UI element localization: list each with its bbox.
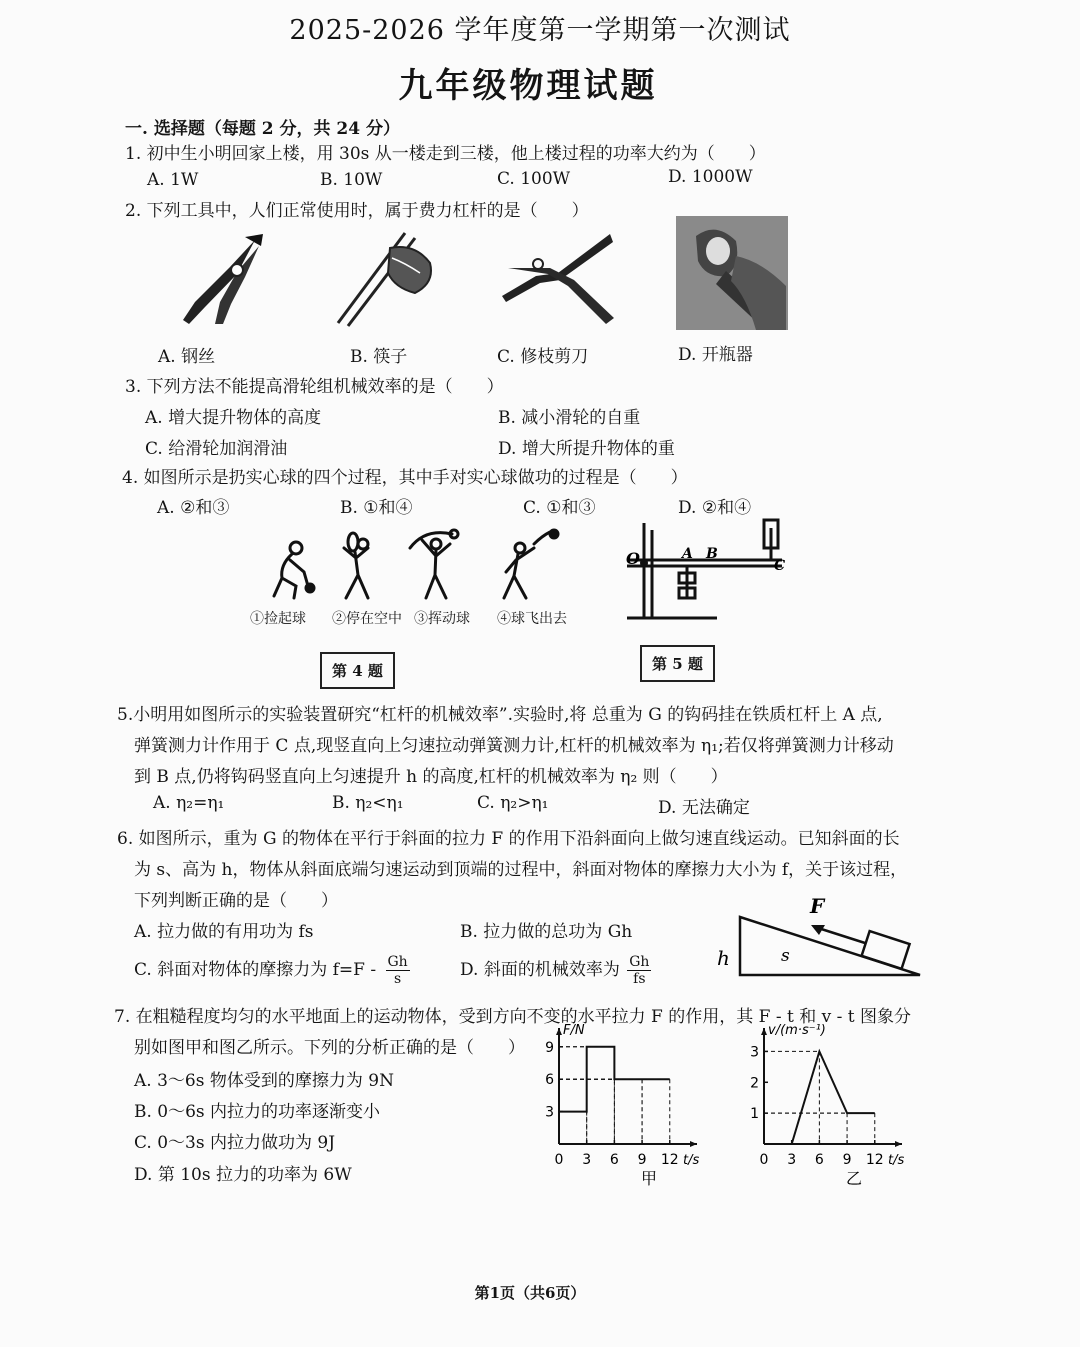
y-tick-label: 3	[545, 1104, 554, 1121]
q2-option-a: A. 钢丝	[158, 347, 216, 367]
q7-option-b: B. 0～6s 内拉力的功率逐渐变小	[134, 1102, 381, 1122]
q5-label-a: A	[682, 546, 693, 562]
y-tick-label: 1	[750, 1106, 759, 1123]
q6-option-c-fraction	[386, 954, 410, 987]
q5-label-c: C	[774, 558, 786, 574]
q6-force-label: F	[810, 894, 825, 918]
x-axis-label: t/s	[888, 1153, 905, 1168]
x-axis-arrow	[690, 1141, 697, 1147]
q5-option-c: C. η₂>η₁	[477, 793, 549, 813]
q6-length-label: s	[781, 946, 790, 966]
q6-d-denominator: fs	[633, 971, 646, 987]
q6-c-denominator: s	[394, 971, 402, 987]
q2-option-b: B. 筷子	[350, 347, 408, 367]
chopsticks-figure	[330, 228, 440, 328]
q4-stem: 4. 如图所示是扔实心球的四个过程，其中手对实心球做功的过程是（ ）	[122, 468, 688, 488]
q3-option-d: D. 增大所提升物体的重	[498, 439, 675, 459]
chart-title: 甲	[640, 1169, 658, 1188]
y-axis-arrow	[761, 1028, 767, 1035]
q3-option-a: A. 增大提升物体的高度	[145, 408, 322, 428]
y-tick-label: 6	[545, 1072, 554, 1089]
q5-fig-caption: 第 5 题	[640, 645, 715, 682]
q1-option-d: D. 1000W	[668, 167, 753, 187]
q5-label-o: O	[626, 549, 640, 568]
q2-option-d: D. 开瓶器	[678, 345, 753, 365]
chart-yi	[740, 1022, 925, 1187]
q6-option-c-prefix: C. 斜面对物体的摩擦力为 f=F -	[134, 960, 377, 980]
x-tick-label: 0	[759, 1152, 769, 1168]
q4-throwing-figure	[260, 530, 580, 605]
pruning-shears-figure	[498, 228, 616, 328]
exam-subtitle: 九年级物理试题	[398, 66, 658, 106]
y-axis-arrow	[556, 1028, 562, 1035]
q5-option-b: B. η₂<η₁	[332, 793, 404, 813]
q1-option-b: B. 10W	[320, 170, 383, 190]
q2-option-c: C. 修枝剪刀	[497, 347, 589, 367]
q3-option-c: C. 给滑轮加润滑油	[145, 439, 288, 459]
q4-fig-label-4: ④球飞出去	[497, 611, 567, 627]
q6-option-d-fraction	[627, 954, 651, 987]
y-axis-label: v/(m·s⁻¹)	[768, 1023, 826, 1038]
x-tick-label: 0	[554, 1152, 564, 1168]
q3-option-b: B. 减小滑轮的自重	[498, 408, 641, 428]
q6-option-c	[134, 954, 410, 987]
exam-title: 2025-2026 学年度第一学期第一次测试	[289, 15, 791, 46]
q5-label-b: B	[706, 546, 718, 562]
y-axis-label: F/N	[563, 1023, 585, 1038]
x-tick-label: 12	[660, 1152, 679, 1168]
x-tick-label: 3	[787, 1152, 797, 1168]
q6-option-a: A. 拉力做的有用功为 fs	[134, 922, 314, 942]
q3-stem: 3. 下列方法不能提高滑轮组机械效率的是（ ）	[125, 377, 504, 397]
q6-d-numerator: Gh	[629, 954, 650, 970]
q4-option-a: A. ②和③	[157, 498, 230, 518]
x-tick-label: 3	[582, 1152, 592, 1168]
x-axis-arrow	[895, 1141, 902, 1147]
q5-lever-figure	[622, 518, 802, 628]
q7-option-a: A. 3～6s 物体受到的摩擦力为 9N	[134, 1071, 394, 1091]
chart-title: 乙	[845, 1169, 863, 1188]
x-tick-label: 9	[637, 1152, 647, 1168]
q5-option-d: D. 无法确定	[658, 798, 750, 818]
q6-height-label: h	[717, 946, 730, 970]
q5-line3: 到 B 点,仍将钩码竖直向上匀速提升 h 的高度,杠杆的机械效率为 η₂ 则（ ）	[134, 767, 728, 787]
q4-fig-label-2: ②停在空中	[332, 611, 402, 627]
q6-line2: 为 s、高为 h，物体从斜面底端匀速运动到顶端的过程中，斜面对物体的摩擦力大小为 f，关于该过程，	[134, 860, 908, 880]
y-tick-label: 2	[750, 1075, 759, 1092]
pliers-figure	[175, 232, 265, 327]
q2-stem: 2. 下列工具中，人们正常使用时，属于费力杠杆的是（ ）	[125, 201, 589, 221]
q6-option-d-prefix: D. 斜面的机械效率为	[460, 960, 620, 980]
x-tick-label: 12	[865, 1152, 884, 1168]
chart-jia	[535, 1022, 720, 1187]
bottle-opener-figure	[676, 216, 788, 330]
q1-stem: 1. 初中生小明回家上楼，用 30s 从一楼走到三楼，他上楼过程的功率大约为（ ）	[125, 144, 766, 164]
q6-line3: 下列判断正确的是（ ）	[134, 891, 338, 911]
q4-option-b: B. ①和④	[340, 498, 413, 518]
q4-fig-caption: 第 4 题	[320, 652, 395, 689]
x-tick-label: 6	[609, 1152, 619, 1168]
q4-option-c: C. ①和③	[523, 498, 596, 518]
q7-option-c: C. 0～3s 内拉力做功为 9J	[134, 1133, 336, 1153]
y-tick-label: 3	[750, 1044, 759, 1061]
q4-fig-label-3: ③挥动球	[414, 611, 470, 627]
x-axis-label: t/s	[683, 1153, 700, 1168]
q6-incline-figure	[715, 895, 930, 985]
q7-line2: 别如图甲和图乙所示。下列的分析正确的是（ ）	[134, 1038, 525, 1058]
q4-fig-label-1: ①捡起球	[250, 611, 306, 627]
section-heading: 一. 选择题（每题 2 分，共 24 分）	[125, 119, 400, 139]
q1-option-c: C. 100W	[497, 169, 571, 189]
q6-option-b: B. 拉力做的总功为 Gh	[460, 922, 633, 942]
q4-option-d: D. ②和④	[678, 498, 752, 518]
x-tick-label: 9	[842, 1152, 852, 1168]
q5-option-a: A. η₂=η₁	[153, 793, 225, 813]
page-footer: 第1页（共6页）	[474, 1284, 586, 1302]
q6-c-numerator: Gh	[387, 954, 408, 970]
q6-line1: 6. 如图所示，重为 G 的物体在平行于斜面的拉力 F 的作用下沿斜面向上做匀速直线运动。已知斜面的长	[117, 829, 900, 849]
q7-line1: 7. 在粗糙程度均匀的水平地面上的运动物体，受到方向不变的水平拉力 F 的作用，其 F - t 和 v - t 图象分	[114, 1007, 912, 1027]
q1-option-a: A. 1W	[147, 170, 199, 190]
q6-option-d	[460, 954, 651, 987]
q7-option-d: D. 第 10s 拉力的功率为 6W	[134, 1165, 352, 1185]
q5-line2: 弹簧测力计作用于 C 点,现竖直向上匀速拉动弹簧测力计,杠杆的机械效率为 η₁;若仅将弹簧测力计移动	[134, 736, 894, 756]
q5-line1: 5.小明用如图所示的实验装置研究“杠杆的机械效率”.实验时,将 总重为 G 的钩码挂在铁质杠杆上 A 点,	[117, 705, 883, 725]
y-tick-label: 9	[545, 1039, 554, 1056]
x-tick-label: 6	[814, 1152, 824, 1168]
